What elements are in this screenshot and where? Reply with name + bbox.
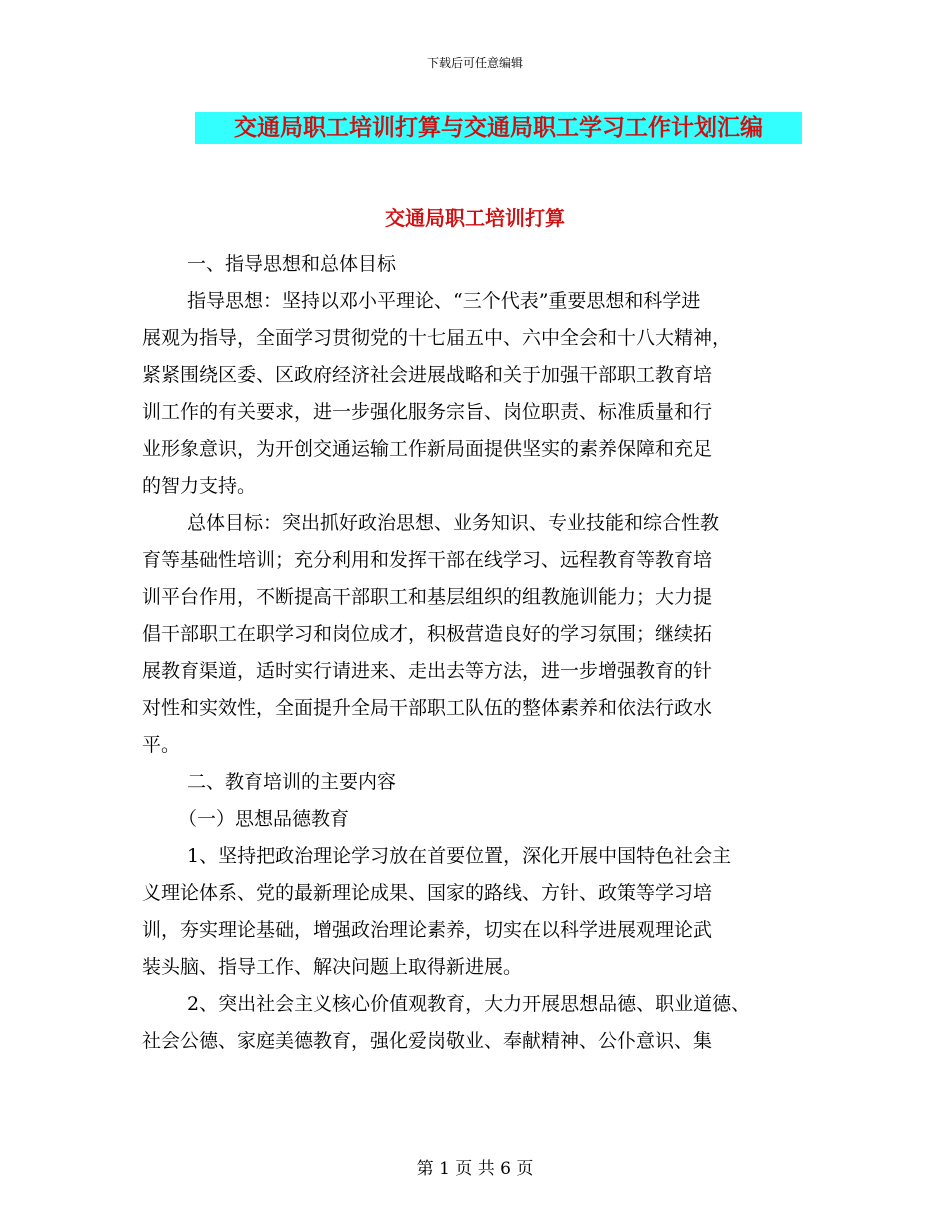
paragraph-line: 的智力支持。: [142, 475, 257, 497]
paragraph-line: 总体目标：突出抓好政治思想、业务知识、专业技能和综合性教: [187, 512, 720, 534]
heading-guiding-ideology: 一、指导思想和总体目标: [187, 253, 397, 275]
paragraph-line: 平。: [142, 734, 181, 756]
header-note: 下载后可任意编辑: [426, 56, 523, 70]
document-body: [142, 246, 822, 1060]
paragraph-line: 训工作的有关要求，进一步强化服务宗旨、岗位职责、标准质量和行: [142, 401, 713, 423]
paragraph-line: 倡干部职工在职学习和岗位成才，积极营造良好的学习氛围；继续拓: [142, 623, 713, 645]
subheading-moral-education: （一）思想品德教育: [178, 808, 350, 830]
paragraph-line: 训，夯实理论基础，增强政治理论素养，切实在以科学进展观理论武: [142, 919, 713, 941]
paragraph-line: 装头脑、指导工作、解决问题上取得新进展。: [142, 956, 523, 978]
paragraph-line: 对性和实效性，全面提升全局干部职工队伍的整体素养和依法行政水: [142, 697, 713, 719]
paragraph-line: 社会公德、家庭美德教育，强化爱岗敬业、奉献精神、公仆意识、集: [142, 1030, 713, 1052]
paragraph-line: 紧紧围绕区委、区政府经济社会进展战略和关于加强干部职工教育培: [142, 364, 713, 386]
paragraph-line: 展观为指导，全面学习贯彻党的十七届五中、六中全会和十八大精神，: [142, 327, 732, 349]
paragraph-line: 展教育渠道，适时实行请进来、走出去等方法，进一步增强教育的针: [142, 660, 713, 682]
paragraph-line: 2、突出社会主义核心价值观教育，大力开展思想品德、职业道德、: [187, 993, 751, 1015]
paragraph-line: 育等基础性培训；充分利用和发挥干部在线学习、远程教育等教育培: [142, 549, 713, 571]
paragraph-line: 1、坚持把政治理论学习放在首要位置，深化开展中国特色社会主: [187, 845, 732, 867]
paragraph-line: 业形象意识，为开创交通运输工作新局面提供坚实的素养保障和充足: [142, 438, 713, 460]
page-number: 第 1 页 共 6 页: [416, 1159, 534, 1179]
paragraph-line: 义理论体系、党的最新理论成果、国家的路线、方针、政策等学习培: [142, 882, 713, 904]
document-title: 交通局职工培训打算与交通局职工学习工作计划汇编: [195, 112, 802, 144]
paragraph-line: 指导思想：坚持以邓小平理论、“三个代表”重要思想和科学进: [187, 290, 701, 312]
heading-training-content: 二、教育培训的主要内容: [187, 771, 397, 793]
paragraph-line: 训平台作用，不断提高干部职工和基层组织的组教施训能力；大力提: [142, 586, 713, 608]
section-title: 交通局职工培训打算: [385, 206, 565, 230]
